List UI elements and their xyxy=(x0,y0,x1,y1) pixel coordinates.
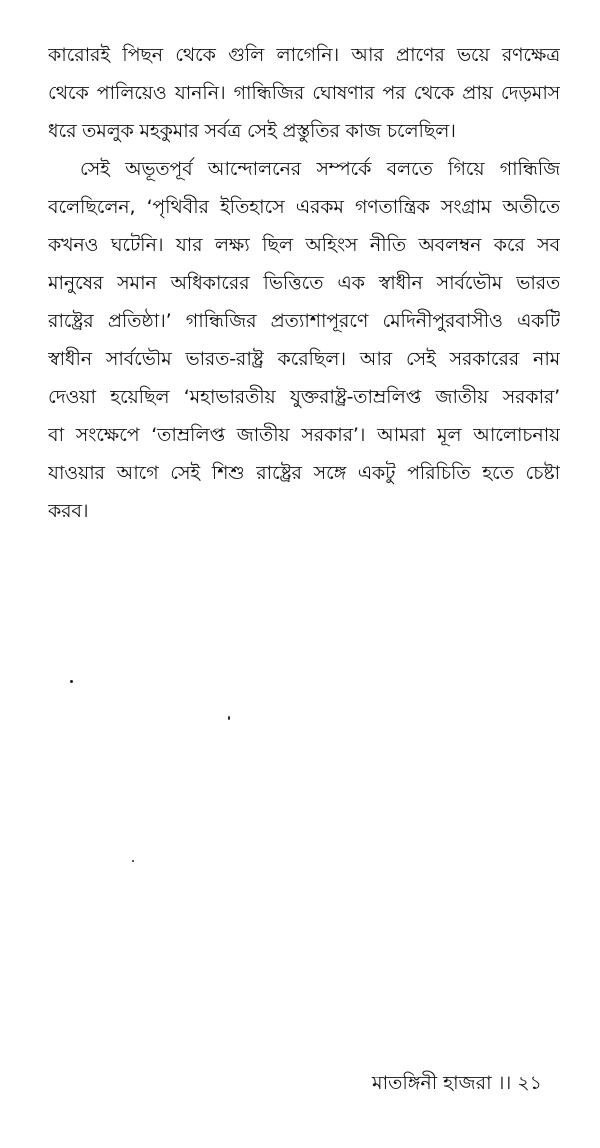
print-speck xyxy=(132,860,134,862)
text-line: মানুষের সমান অধিকারের ভিত্তিতে এক স্বাধীন সার্বভৌম ভারত xyxy=(48,272,560,294)
body-text xyxy=(48,36,560,530)
text-line: যাওয়ার আগে সেই শিশু রাষ্ট্রের সঙ্গে একটু পরিচিতি হতে চেষ্টা xyxy=(48,462,560,484)
text-line: বলেছিলেন, ‘পৃথিবীর ইতিহাসে এরকম গণতান্ত্রিক সংগ্রাম অতীতে xyxy=(48,196,560,218)
page-footer: মাতঙ্গিনী হাজরা ।। ২১ xyxy=(372,1072,542,1094)
text-line: সেই অভূতপূর্ব আন্দোলনের সম্পর্কে বলতে গিয়ে গান্ধিজি xyxy=(80,158,560,180)
text-line: ধরে তমলুক মহকুমার সর্বত্র সেই প্রস্তুতির কাজ চলেছিল। xyxy=(48,120,456,142)
text-line: করব। xyxy=(48,500,89,522)
print-speck xyxy=(228,716,230,720)
text-line: স্বাধীন সার্বভৌম ভারত-রাষ্ট্র করেছিল। আর সেই সরকারের নাম xyxy=(48,348,560,370)
print-speck xyxy=(70,680,73,683)
text-line: রাষ্ট্রের প্রতিষ্ঠা।’ গান্ধিজির প্রত্যাশাপূরণে মেদিনীপুরবাসীও একটি xyxy=(48,310,560,332)
text-line: থেকে পালিয়েও যাননি। গান্ধিজির ঘোষণার পর থেকে প্রায় দেড়মাস xyxy=(48,82,560,104)
text-line: দেওয়া হয়েছিল ‘মহাভারতীয় যুক্তরাষ্ট্র-তাম্রলিপ্ত জাতীয় সরকার’ xyxy=(48,386,560,408)
text-line: কারোরই পিছন থেকে গুলি লাগেনি। আর প্রাণের ভয়ে রণক্ষেত্র xyxy=(48,44,560,66)
text-line: বা সংক্ষেপে ‘তাম্রলিপ্ত জাতীয় সরকার’। আমরা মূল আলোচনায় xyxy=(48,424,560,446)
text-line: কখনও ঘটেনি। যার লক্ষ্য ছিল অহিংস নীতি অবলম্বন করে সব xyxy=(48,234,560,256)
